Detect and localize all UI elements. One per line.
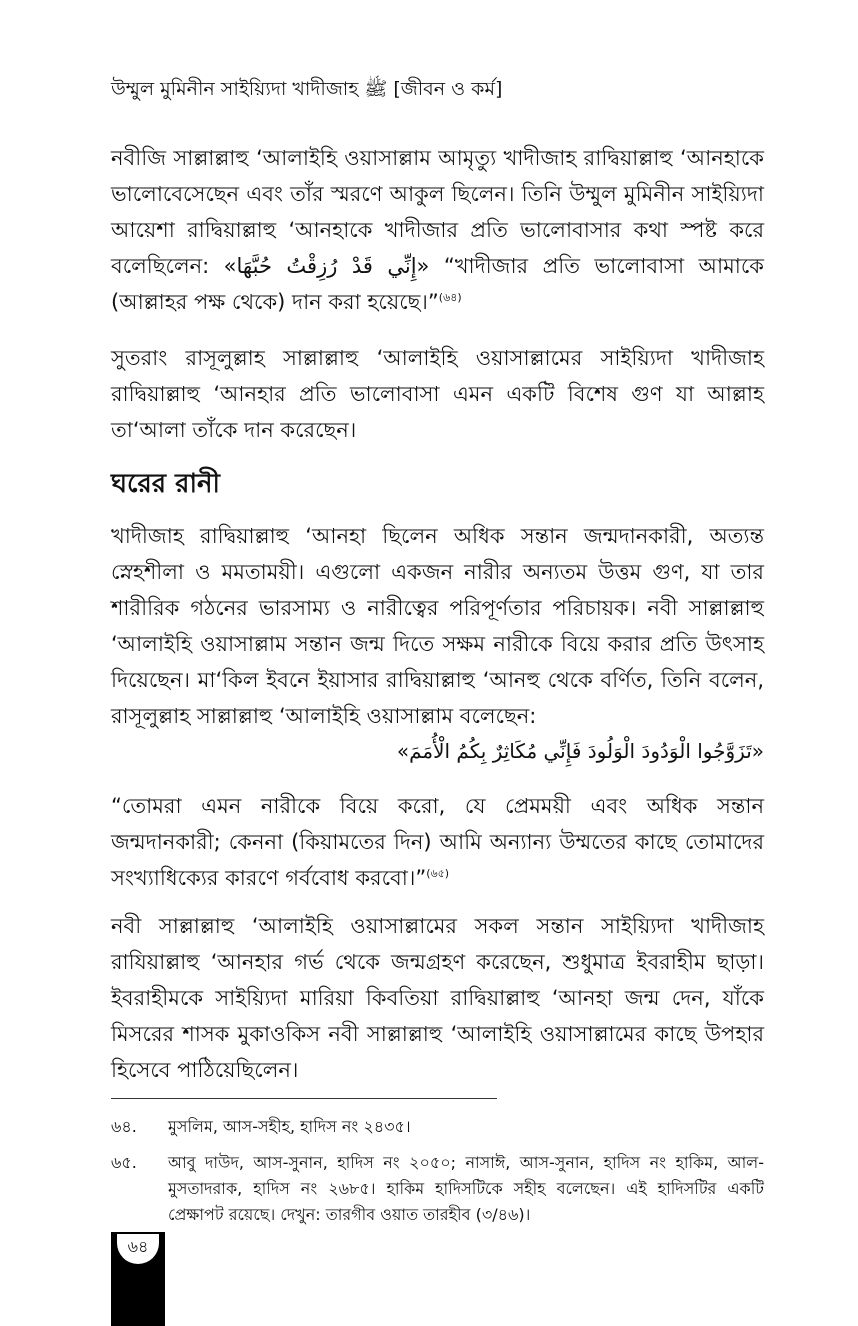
paragraph-3	[111, 518, 764, 734]
paragraph-5	[111, 908, 764, 1088]
page-number: ৬৪	[117, 1234, 159, 1264]
paragraph-4-text: “তোমরা এমন নারীকে বিয়ে করো, যে প্রেমময়ী এবং অধিক সন্তান জন্মদানকারী; কেননা (কিয়ামতের দিন) আমি অন্যান্য উম্মতের কাছে তোমাদের সংখ্যাধিক্যের কারণে গর্ববোধ করবো।”	[111, 794, 764, 890]
paragraph-3-text: খাদীজাহ রাদ্বিয়াল্লাহু ‘আনহা ছিলেন অধিক সন্তান জন্মদানকারী, অত্যন্ত স্নেহশীলা ও মমতাময়ী। এগুলো একজন নারীর অন্যতম উত্তম গুণ, যা তার শারীরিক গঠনের ভারসাম্য ও নারীত্বের পরিপূর্ণতার পরিচায়ক। নবী সাল্লাল্লাহু ‘আলাইহি ওয়াসাল্লাম সন্তান জন্ম দিতে সক্ষম নারীকে বিয়ে করার প্রতি উৎসাহ দিয়েছেন। মা‘কিল ইবনে ইয়াসার রাদ্বিয়াল্লাহু ‘আনহু থেকে বর্ণিত, তিনি বলেন, রাসূলুল্লাহ সাল্লাল্লাহু ‘আলাইহি ওয়াসাল্লাম বলেছেন:	[111, 524, 764, 728]
paragraph-2-text: সুতরাং রাসূলুল্লাহ সাল্লাল্লাহু ‘আলাইহি ওয়াসাল্লামের সাইয়্যিদা খাদীজাহ রাদ্বিয়াল্লাহু ‘আনহার প্রতি ভালোবাসা এমন একটি বিশেষ গুণ যা আল্লাহ তা‘আলা তাঁকে দান করেছেন।	[111, 346, 764, 442]
paragraph-2	[111, 340, 764, 448]
running-header	[111, 76, 502, 102]
footnote-65-text: আবু দাউদ, আস-সুনান, হাদিস নং ২০৫০; নাসাঈ, আস-সুনান, হাদিস নং হাকিম, আল-মুসতাদরাক, হাদিস নং ২৬৮৫। হাকিম হাদিসটিকে সহীহ বলেছেন। এই হাদিসটির একটি প্রেক্ষাপট রয়েছে। দেখুন: তারগীব ওয়াত তারহীব (৩/৪৬)।	[168, 1153, 764, 1224]
footnote-64	[111, 1114, 764, 1140]
paragraph-1-text: নবীজি সাল্লাল্লাহু ‘আলাইহি ওয়াসাল্লাম আমৃত্যু খাদীজাহ রাদ্বিয়াল্লাহু ‘আনহাকে ভালোবেসেছেন এবং তাঁর স্মরণে আকুল ছিলেন। তিনি উম্মুল মুমিনীন সাইয়্যিদা আয়েশা রাদ্বিয়াল্লাহু ‘আনহাকে খাদীজার প্রতি ভালোবাসার কথা স্পষ্ট করে বলেছিলেন: «إِنِّي قَدْ رُزِقْتُ حُبَّهَا» “খাদীজার প্রতি ভালোবাসা আমাকে (আল্লাহর পক্ষ থেকে) দান করা হয়েছে।”	[111, 146, 764, 314]
footnote-65	[111, 1150, 764, 1228]
footnote-ref-65[interactable]: (৬৫)	[426, 867, 450, 880]
footnote-65-number: ৬৫.	[111, 1153, 137, 1172]
paragraph-4	[111, 788, 764, 896]
page-number-tab	[111, 1232, 165, 1326]
hadith-arabic	[111, 736, 764, 766]
footnote-64-number: ৬৪.	[111, 1117, 137, 1136]
paragraph-1	[111, 140, 764, 320]
running-header-title: উম্মুল মুমিনীন সাইয়্যিদা খাদীজাহ ﷺ [জীবন ও কর্ম]	[111, 78, 503, 100]
footnote-divider	[111, 1098, 497, 1099]
footnote-ref-64[interactable]: (৬৪)	[438, 291, 462, 304]
hadith-arabic-text: «تَزَوَّجُوا الْوَدُودَ الْوَلُودَ فَإِنِّي مُكَاثِرٌ بِكُمُ الْأُمَمَ»	[396, 739, 764, 763]
paragraph-5-text: নবী সাল্লাল্লাহু ‘আলাইহি ওয়াসাল্লামের সকল সন্তান সাইয়্যিদা খাদীজাহ রাযিয়াল্লাহু ‘আনহার গর্ভ থেকে জন্মগ্রহণ করেছেন, শুধুমাত্র ইবরাহীম ছাড়া। ইবরাহীমকে সাইয়্যিদা মারিয়া কিবতিয়া রাদ্বিয়াল্লাহু ‘আনহা জন্ম দেন, যাঁকে মিসরের শাসক মুকাওকিস নবী সাল্লাল্লাহু ‘আলাইহি ওয়াসাল্লামের কাছে উপহার হিসেবে পাঠিয়েছিলেন।	[111, 914, 764, 1082]
footnote-64-text: মুসলিম, আস-সহীহ, হাদিস নং ২৪৩৫।	[168, 1117, 411, 1136]
section-heading-text: ঘরের রানী	[111, 469, 220, 499]
section-heading	[111, 466, 220, 502]
